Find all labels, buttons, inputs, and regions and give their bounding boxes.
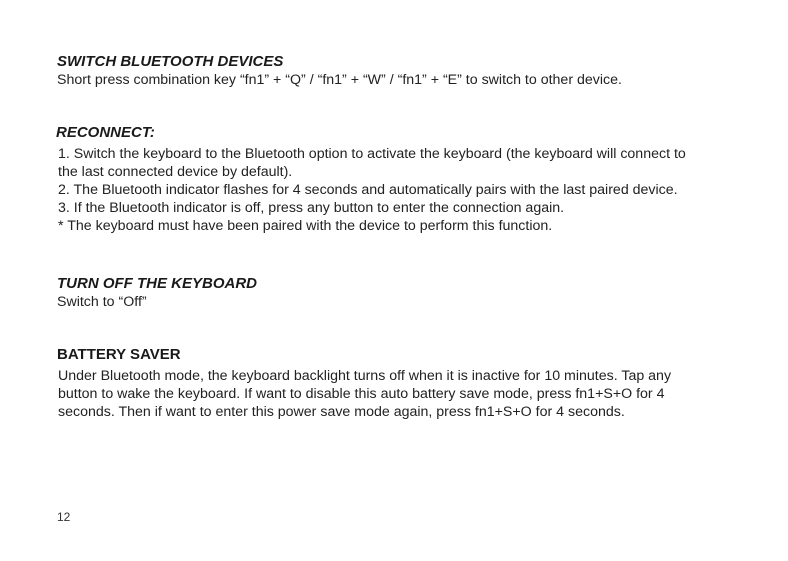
reconnect-line-1: 1. Switch the keyboard to the Bluetooth option to activate the keyboard (the keyboard will connect to — [58, 146, 686, 162]
reconnect-line-4: 3. If the Bluetooth indicator is off, press any button to enter the connection again. — [58, 200, 565, 216]
battery-saver-line-2: button to wake the keyboard. If want to disable this auto battery save mode, press fn1+S+O for 4 — [58, 386, 665, 402]
battery-saver-line-1: Under Bluetooth mode, the keyboard backlight turns off when it is inactive for 10 minutes. Tap any — [58, 368, 672, 384]
switch-devices-title: SWITCH BLUETOOTH DEVICES — [57, 53, 284, 70]
reconnect-line-3: 2. The Bluetooth indicator flashes for 4 seconds and automatically pairs with the last paired device. — [58, 182, 678, 198]
reconnect-title: RECONNECT: — [56, 124, 155, 141]
battery-saver-line-3: seconds. Then if want to enter this power save mode again, press fn1+S+O for 4 seconds. — [58, 404, 625, 420]
turn-off-body: Switch to “Off” — [57, 294, 147, 310]
reconnect-line-2: the last connected device by default). — [58, 164, 293, 180]
battery-saver-title: BATTERY SAVER — [57, 346, 181, 363]
reconnect-line-5: * The keyboard must have been paired with the device to perform this function. — [58, 218, 553, 234]
page-number: 12 — [57, 510, 71, 524]
turn-off-title: TURN OFF THE KEYBOARD — [57, 275, 257, 292]
switch-devices-body: Short press combination key “fn1” + “Q” / “fn1” + “W” / “fn1” + “E” to switch to other device. — [57, 72, 622, 88]
